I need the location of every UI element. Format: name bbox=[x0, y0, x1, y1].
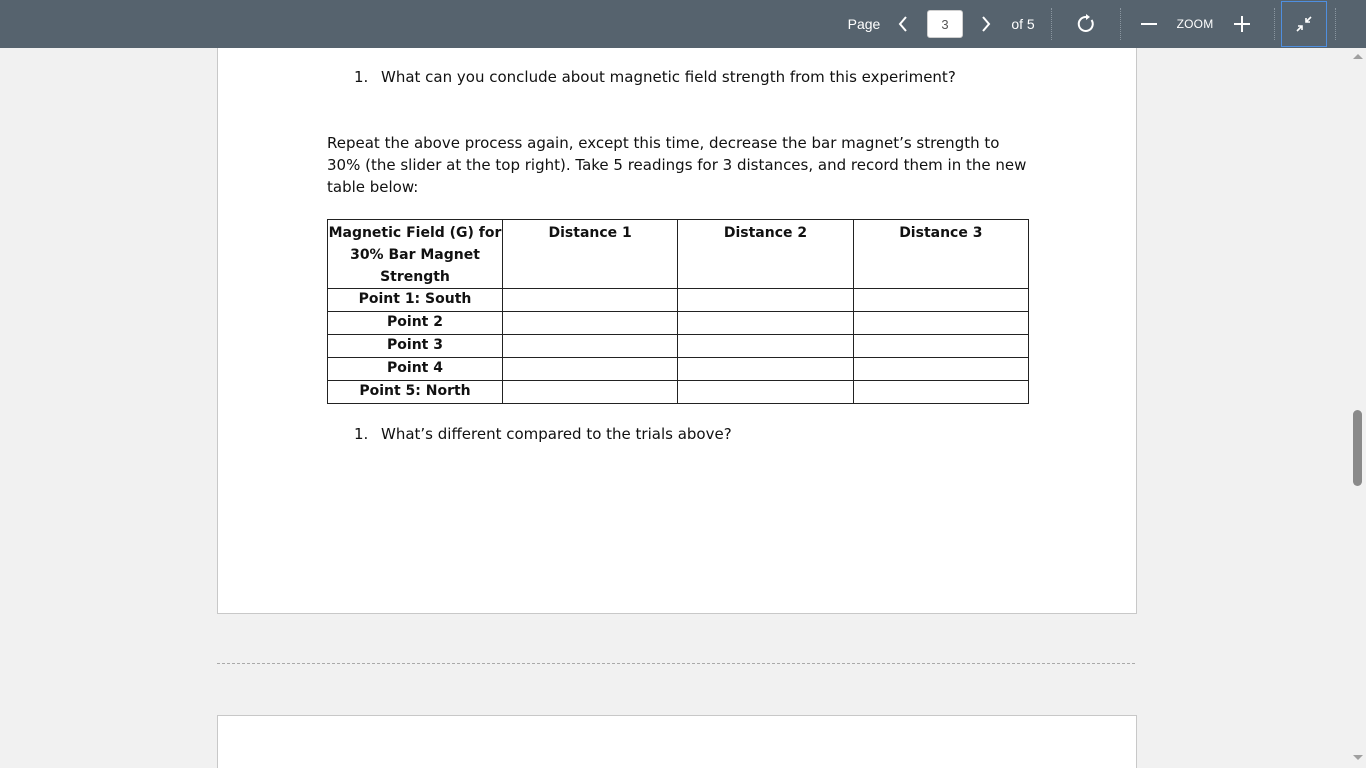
table-header: Distance 3 bbox=[853, 220, 1028, 289]
page-count: of 5 bbox=[1011, 16, 1035, 32]
document-page bbox=[217, 48, 1137, 614]
row-label: Point 2 bbox=[328, 312, 503, 335]
scroll-up-arrow-icon[interactable] bbox=[1353, 54, 1363, 59]
list-number: 1. bbox=[354, 68, 369, 86]
table-cell bbox=[503, 289, 678, 312]
table-cell bbox=[503, 381, 678, 404]
table-cell bbox=[853, 358, 1028, 381]
zoom-label: ZOOM bbox=[1176, 17, 1214, 31]
question-item bbox=[354, 68, 956, 86]
viewer-toolbar bbox=[0, 0, 1366, 48]
table-row bbox=[328, 381, 1029, 404]
magnetic-field-table bbox=[327, 219, 1029, 404]
table-header: Magnetic Field (G) for 30% Bar Magnet Strength bbox=[328, 220, 503, 289]
table-cell bbox=[678, 289, 853, 312]
table-header: Distance 2 bbox=[678, 220, 853, 289]
next-page-button[interactable] bbox=[976, 0, 996, 48]
table-cell bbox=[678, 312, 853, 335]
vertical-scrollbar[interactable] bbox=[1350, 48, 1366, 768]
row-label: Point 1: South bbox=[328, 289, 503, 312]
previous-page-button[interactable] bbox=[893, 0, 913, 48]
rotate-button[interactable] bbox=[1073, 0, 1099, 48]
table-cell bbox=[853, 335, 1028, 358]
row-label: Point 5: North bbox=[328, 381, 503, 404]
exit-fullscreen-icon bbox=[1295, 15, 1313, 33]
table-row bbox=[328, 289, 1029, 312]
rotate-icon bbox=[1076, 14, 1096, 34]
table-cell bbox=[853, 312, 1028, 335]
list-number: 1. bbox=[354, 425, 369, 443]
document-page-next bbox=[217, 715, 1137, 768]
question-item bbox=[354, 425, 732, 443]
question-text: What’s different compared to the trials above? bbox=[381, 425, 732, 443]
instructions-paragraph: Repeat the above process again, except this time, decrease the bar magnet’s strength to 30% (the slider at the top right). Take 5 readings for 3 distances, and record them in the new table below: bbox=[327, 134, 1027, 196]
table-cell bbox=[678, 358, 853, 381]
toolbar-divider bbox=[1120, 8, 1121, 40]
table-cell bbox=[503, 358, 678, 381]
exit-fullscreen-button[interactable] bbox=[1281, 1, 1327, 47]
table-header-row bbox=[328, 220, 1029, 289]
table-cell bbox=[853, 289, 1028, 312]
zoom-out-button[interactable] bbox=[1139, 0, 1159, 48]
chevron-right-icon bbox=[981, 16, 991, 32]
scroll-down-arrow-icon[interactable] bbox=[1353, 755, 1363, 760]
row-label: Point 3 bbox=[328, 335, 503, 358]
table-cell bbox=[503, 312, 678, 335]
table-cell bbox=[678, 381, 853, 404]
toolbar-divider bbox=[1051, 8, 1052, 40]
row-label: Point 4 bbox=[328, 358, 503, 381]
table-row bbox=[328, 335, 1029, 358]
zoom-in-button[interactable] bbox=[1232, 0, 1252, 48]
zoom-out-icon bbox=[1141, 22, 1157, 26]
scrollbar-thumb[interactable] bbox=[1353, 410, 1362, 486]
toolbar-divider bbox=[1274, 8, 1275, 40]
toolbar-divider bbox=[1335, 8, 1336, 40]
page-divider bbox=[217, 663, 1135, 664]
table-cell bbox=[853, 381, 1028, 404]
table-cell bbox=[503, 335, 678, 358]
table-header: Distance 1 bbox=[503, 220, 678, 289]
zoom-in-icon bbox=[1234, 16, 1250, 32]
page-label: Page bbox=[847, 16, 881, 32]
table-row bbox=[328, 312, 1029, 335]
table-cell bbox=[678, 335, 853, 358]
question-text: What can you conclude about magnetic field strength from this experiment? bbox=[381, 68, 956, 86]
page-number-input[interactable]: 3 bbox=[927, 10, 963, 38]
table-row bbox=[328, 358, 1029, 381]
chevron-left-icon bbox=[898, 16, 908, 32]
